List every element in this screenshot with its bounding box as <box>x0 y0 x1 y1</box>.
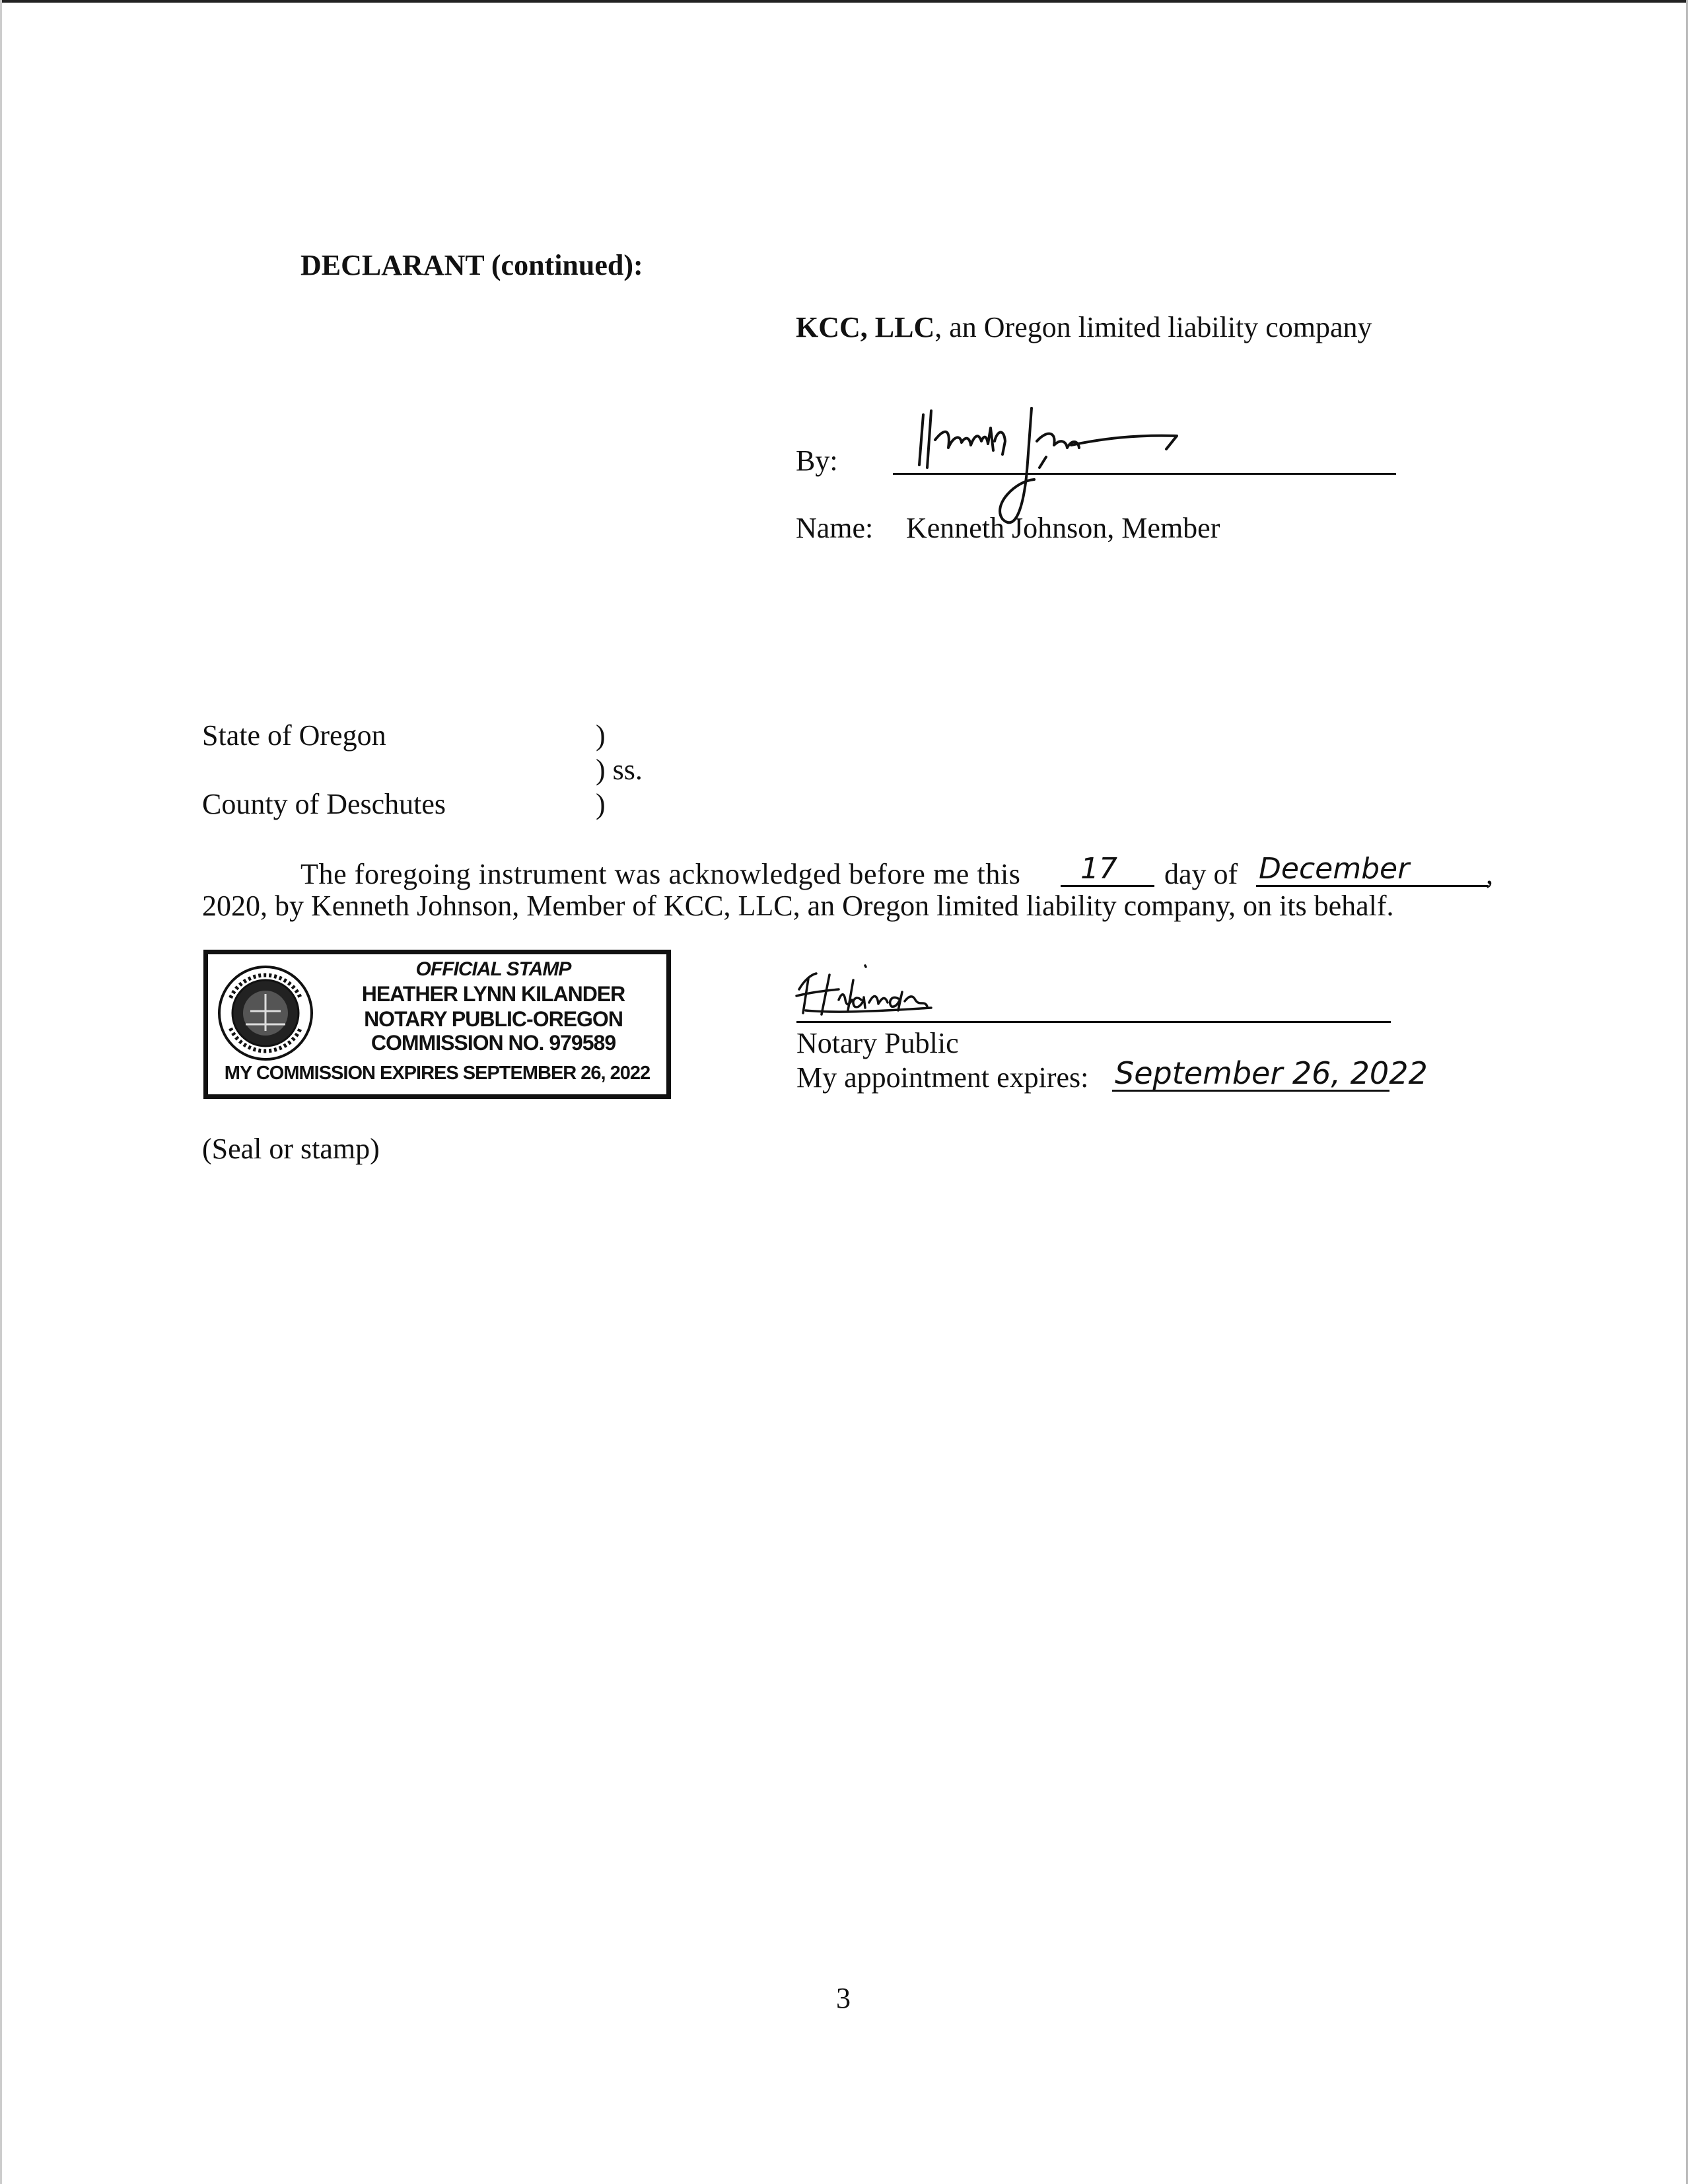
stamp-line-2: HEATHER LYNN KILANDER <box>361 982 625 1006</box>
appointment-expires-label: My appointment expires: <box>796 1061 1089 1094</box>
page-left-edge <box>0 0 2 2184</box>
appointment-expires-value: September 26, 2022 <box>1115 1055 1428 1091</box>
venue-paren-ss: ) ss. <box>596 754 643 786</box>
stamp-line-1: OFFICIAL STAMP <box>415 958 571 980</box>
ack-comma: , <box>1486 858 1493 890</box>
notary-title: Notary Public <box>796 1027 959 1059</box>
venue-state: State of Oregon <box>202 719 386 752</box>
state-seal-icon <box>217 965 314 1061</box>
venue-county: County of Deschutes <box>202 788 446 820</box>
official-notary-stamp <box>203 950 671 1099</box>
company-line <box>796 313 1372 342</box>
page-top-edge <box>0 0 1688 3</box>
stamp-line-5: MY COMMISSION EXPIRES SEPTEMBER 26, 2022 <box>224 1063 651 1084</box>
notary-signature-image <box>792 960 1043 1026</box>
signer-name: Kenneth Johnson, Member <box>906 512 1220 544</box>
company-description: , an Oregon limited liability company <box>934 311 1372 343</box>
name-label: Name: <box>796 512 874 544</box>
seal-caption: (Seal or stamp) <box>202 1133 380 1165</box>
venue-paren-3: ) <box>596 788 606 820</box>
company-name: KCC, LLC <box>796 311 935 343</box>
declarant-heading: DECLARANT (continued): <box>300 249 643 281</box>
ack-lead: The foregoing instrument was acknowledged before me this <box>300 858 1021 890</box>
ack-line-2: 2020, by Kenneth Johnson, Member of KCC, LLC, an Oregon limited liability company, on its behalf. <box>202 890 1394 922</box>
page-number: 3 <box>836 1982 851 2014</box>
day-value: 17 <box>1080 852 1117 886</box>
venue-paren-1: ) <box>596 719 606 752</box>
month-value: December <box>1259 852 1410 886</box>
day-of-label: day of <box>1164 858 1238 890</box>
stamp-line-4: COMMISSION NO. 979589 <box>370 1031 616 1055</box>
stamp-line-3: NOTARY PUBLIC-OREGON <box>364 1007 623 1031</box>
by-label: By: <box>796 444 838 477</box>
